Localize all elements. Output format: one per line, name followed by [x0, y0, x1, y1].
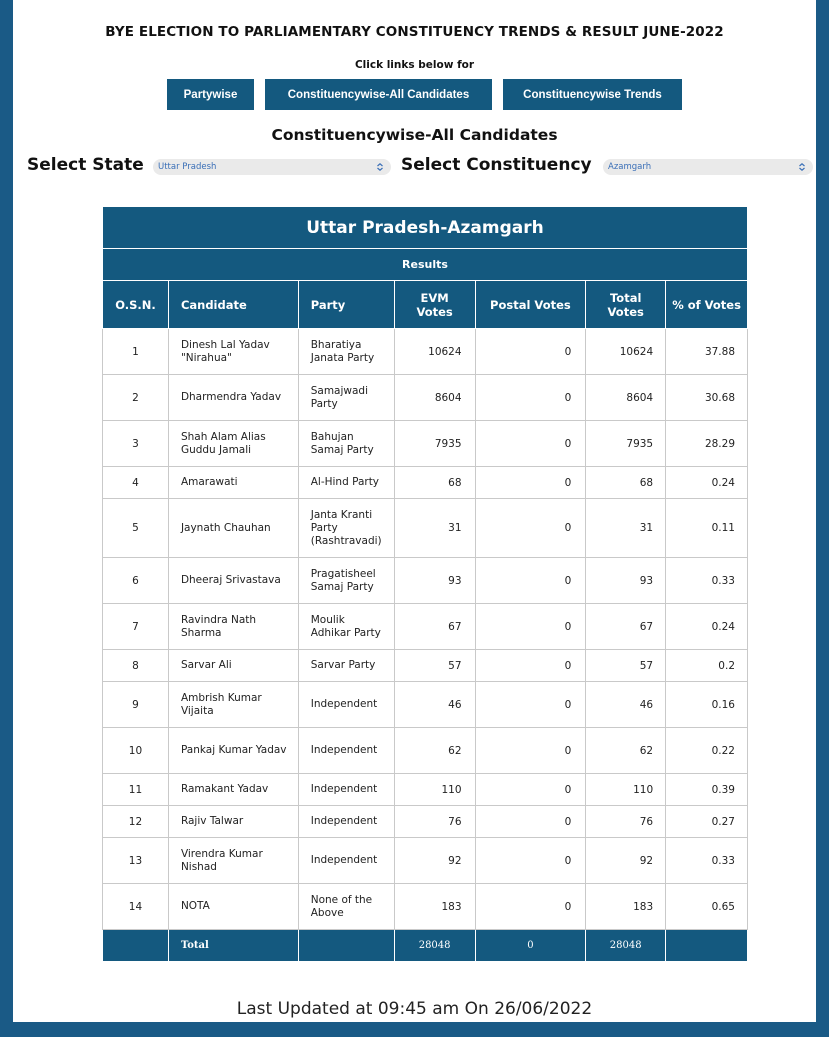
cell-total-votes: 92	[586, 838, 666, 884]
cell-osn: 10	[103, 728, 169, 774]
links-caption: Click links below for	[354, 59, 475, 71]
cell-candidate: Shah Alam Alias Guddu Jamali	[168, 421, 298, 467]
total-spacer	[103, 930, 169, 962]
cell-candidate: Virendra Kumar Nishad	[168, 838, 298, 884]
total-votes: 28048	[586, 930, 666, 962]
cell-party: Al-Hind Party	[298, 467, 394, 499]
constituency-select-value: Azamgarh	[608, 162, 652, 172]
table-row	[103, 728, 748, 774]
cell-total-votes: 68	[586, 467, 666, 499]
cell-osn: 4	[103, 467, 169, 499]
cell-evm-votes: 183	[394, 884, 475, 930]
results-table	[102, 206, 748, 962]
cell-candidate: Dinesh Lal Yadav "Nirahua"	[168, 329, 298, 375]
cell-pct-votes: 0.33	[666, 838, 748, 884]
cell-candidate: Dheeraj Srivastava	[168, 558, 298, 604]
table-row	[103, 774, 748, 806]
section-title: Constituencywise-All Candidates	[271, 126, 558, 144]
cell-postal-votes: 0	[475, 774, 586, 806]
cell-pct-votes: 0.2	[666, 650, 748, 682]
cell-pct-votes: 0.24	[666, 604, 748, 650]
cell-pct-votes: 30.68	[666, 375, 748, 421]
cell-total-votes: 76	[586, 806, 666, 838]
table-row	[103, 329, 748, 375]
cell-osn: 2	[103, 375, 169, 421]
cell-osn: 9	[103, 682, 169, 728]
cell-party: Bahujan Samaj Party	[298, 421, 394, 467]
cell-party: Bharatiya Janata Party	[298, 329, 394, 375]
cell-evm-votes: 10624	[394, 329, 475, 375]
page	[13, 0, 816, 1022]
cell-party: Independent	[298, 682, 394, 728]
cell-postal-votes: 0	[475, 558, 586, 604]
cell-party: Independent	[298, 838, 394, 884]
total-postal: 0	[475, 930, 586, 962]
cell-pct-votes: 0.16	[666, 682, 748, 728]
table-row	[103, 682, 748, 728]
constituencywise-trends-button[interactable]: Constituencywise Trends	[503, 79, 682, 110]
cell-postal-votes: 0	[475, 604, 586, 650]
cell-party: Pragatisheel Samaj Party	[298, 558, 394, 604]
table-row	[103, 604, 748, 650]
cell-pct-votes: 0.27	[666, 806, 748, 838]
col-osn: O.S.N.	[103, 281, 169, 329]
column-header-row	[103, 281, 748, 329]
cell-total-votes: 67	[586, 604, 666, 650]
cell-evm-votes: 67	[394, 604, 475, 650]
col-evm-votes: EVM Votes	[394, 281, 475, 329]
state-select[interactable]	[153, 159, 391, 175]
table-title: Uttar Pradesh-Azamgarh	[103, 207, 748, 249]
state-select-value: Uttar Pradesh	[158, 162, 217, 172]
cell-osn: 14	[103, 884, 169, 930]
table-row	[103, 375, 748, 421]
select-state-label: Select State	[27, 155, 144, 175]
cell-party: Independent	[298, 806, 394, 838]
total-evm: 28048	[394, 930, 475, 962]
table-row	[103, 558, 748, 604]
cell-postal-votes: 0	[475, 838, 586, 884]
cell-total-votes: 62	[586, 728, 666, 774]
cell-total-votes: 183	[586, 884, 666, 930]
cell-postal-votes: 0	[475, 650, 586, 682]
cell-candidate: Rajiv Talwar	[168, 806, 298, 838]
cell-postal-votes: 0	[475, 467, 586, 499]
cell-evm-votes: 62	[394, 728, 475, 774]
cell-candidate: Pankaj Kumar Yadav	[168, 728, 298, 774]
col-party: Party	[298, 281, 394, 329]
col-total-votes: Total Votes	[586, 281, 666, 329]
cell-total-votes: 31	[586, 499, 666, 558]
table-row	[103, 467, 748, 499]
cell-party: Independent	[298, 774, 394, 806]
cell-candidate: Ramakant Yadav	[168, 774, 298, 806]
table-row	[103, 421, 748, 467]
cell-evm-votes: 93	[394, 558, 475, 604]
cell-pct-votes: 37.88	[666, 329, 748, 375]
cell-candidate: Sarvar Ali	[168, 650, 298, 682]
table-subtitle: Results	[103, 249, 748, 281]
page-title: BYE ELECTION TO PARLIAMENTARY CONSTITUENCY TRENDS & RESULT JUNE-2022	[105, 24, 724, 40]
cell-postal-votes: 0	[475, 884, 586, 930]
cell-pct-votes: 0.33	[666, 558, 748, 604]
cell-postal-votes: 0	[475, 728, 586, 774]
select-constituency-label: Select Constituency	[401, 155, 592, 175]
constituency-select[interactable]	[603, 159, 813, 175]
cell-osn: 8	[103, 650, 169, 682]
total-spacer	[666, 930, 748, 962]
cell-evm-votes: 8604	[394, 375, 475, 421]
cell-total-votes: 46	[586, 682, 666, 728]
table-row	[103, 499, 748, 558]
table-row	[103, 838, 748, 884]
table-row	[103, 884, 748, 930]
table-row	[103, 806, 748, 838]
constituencywise-all-candidates-button[interactable]: Constituencywise-All Candidates	[265, 79, 492, 110]
cell-evm-votes: 76	[394, 806, 475, 838]
chevron-updown-icon	[375, 162, 385, 172]
cell-total-votes: 7935	[586, 421, 666, 467]
cell-osn: 1	[103, 329, 169, 375]
cell-osn: 3	[103, 421, 169, 467]
cell-candidate: Amarawati	[168, 467, 298, 499]
cell-party: Samajwadi Party	[298, 375, 394, 421]
cell-total-votes: 10624	[586, 329, 666, 375]
cell-evm-votes: 68	[394, 467, 475, 499]
cell-postal-votes: 0	[475, 806, 586, 838]
cell-postal-votes: 0	[475, 329, 586, 375]
last-updated: Last Updated at 09:45 am On 26/06/2022	[236, 999, 593, 1019]
cell-postal-votes: 0	[475, 421, 586, 467]
cell-candidate: NOTA	[168, 884, 298, 930]
total-spacer	[298, 930, 394, 962]
cell-postal-votes: 0	[475, 499, 586, 558]
total-row	[103, 930, 748, 962]
cell-osn: 12	[103, 806, 169, 838]
cell-party: Sarvar Party	[298, 650, 394, 682]
cell-evm-votes: 57	[394, 650, 475, 682]
cell-total-votes: 93	[586, 558, 666, 604]
cell-postal-votes: 0	[475, 375, 586, 421]
cell-osn: 5	[103, 499, 169, 558]
cell-party: Independent	[298, 728, 394, 774]
cell-total-votes: 57	[586, 650, 666, 682]
cell-candidate: Dharmendra Yadav	[168, 375, 298, 421]
cell-total-votes: 110	[586, 774, 666, 806]
cell-pct-votes: 0.11	[666, 499, 748, 558]
cell-osn: 7	[103, 604, 169, 650]
partywise-button[interactable]: Partywise	[167, 79, 254, 110]
cell-candidate: Ravindra Nath Sharma	[168, 604, 298, 650]
cell-pct-votes: 0.65	[666, 884, 748, 930]
col-pct-votes: % of Votes	[666, 281, 748, 329]
chevron-updown-icon	[797, 162, 807, 172]
col-candidate: Candidate	[168, 281, 298, 329]
cell-osn: 6	[103, 558, 169, 604]
cell-pct-votes: 0.24	[666, 467, 748, 499]
cell-evm-votes: 92	[394, 838, 475, 884]
cell-pct-votes: 28.29	[666, 421, 748, 467]
cell-party: None of the Above	[298, 884, 394, 930]
cell-total-votes: 8604	[586, 375, 666, 421]
cell-evm-votes: 110	[394, 774, 475, 806]
cell-osn: 13	[103, 838, 169, 884]
cell-party: Moulik Adhikar Party	[298, 604, 394, 650]
cell-pct-votes: 0.22	[666, 728, 748, 774]
cell-evm-votes: 46	[394, 682, 475, 728]
cell-osn: 11	[103, 774, 169, 806]
col-postal-votes: Postal Votes	[475, 281, 586, 329]
total-label: Total	[168, 930, 298, 962]
cell-party: Janta Kranti Party (Rashtravadi)	[298, 499, 394, 558]
cell-candidate: Ambrish Kumar Vijaita	[168, 682, 298, 728]
cell-evm-votes: 31	[394, 499, 475, 558]
cell-pct-votes: 0.39	[666, 774, 748, 806]
cell-evm-votes: 7935	[394, 421, 475, 467]
table-row	[103, 650, 748, 682]
cell-candidate: Jaynath Chauhan	[168, 499, 298, 558]
cell-postal-votes: 0	[475, 682, 586, 728]
